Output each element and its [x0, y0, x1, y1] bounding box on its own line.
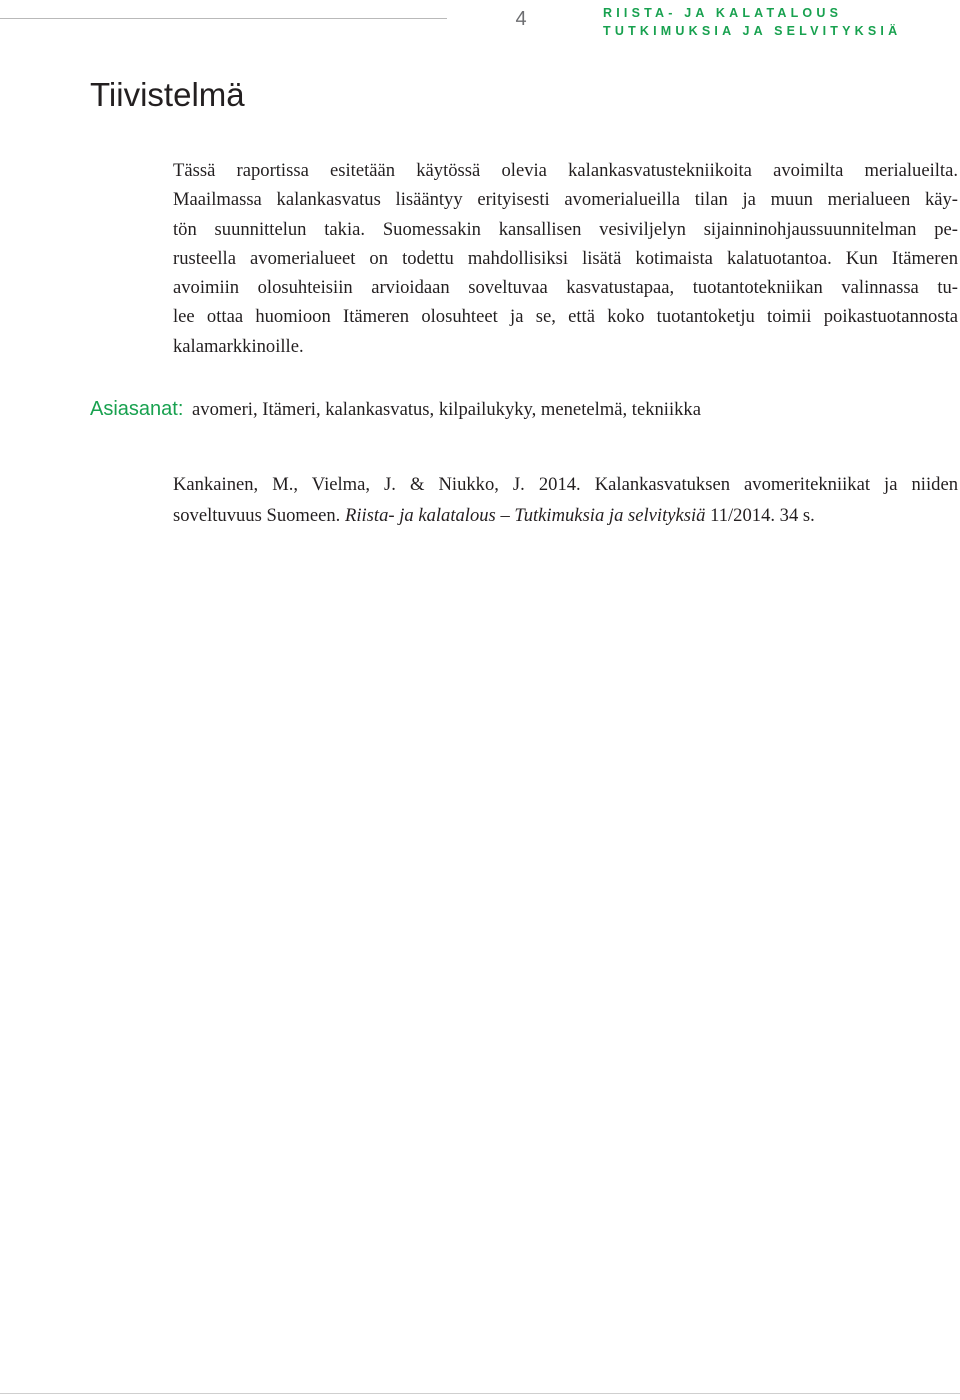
series-title-line-2: TUTKIMUKSIA JA SELVITYKSIÄ: [603, 24, 902, 38]
page-number: 4: [515, 8, 527, 30]
keywords-label: Asiasanat:: [90, 398, 184, 420]
citation-series: Riista- ja kalatalous – Tutkimuksia ja selvityksiä: [344, 505, 706, 526]
abstract-line: lee ottaa huomioon Itämeren olosuhteet ja se, että koko tuotantoketju toimii poikastuotannosta: [173, 306, 958, 328]
abstract: [173, 156, 958, 361]
citation-line-1: Kankainen, M., Vielma, J. & Niukko, J. 2014. Kalankasvatuksen avomeritekniikat ja niiden: [173, 474, 958, 495]
bottom-rule: [0, 1393, 960, 1394]
abstract-line: kalamarkkinoille.: [173, 335, 304, 357]
abstract-line: avoimiin olosuhteisiin arvioidaan soveltuvaa kasvatustapaa, tuotantotekniikan valinnassa tu-: [173, 277, 958, 299]
abstract-line: tön suunnittelun takia. Suomessakin kansallisen vesiviljelyn sijainninohjaussuunnitelman pe-: [173, 218, 958, 240]
citation-authors-tail: soveltuvuus Suomeen.: [173, 505, 345, 526]
page-title: Tiivistelmä: [90, 76, 245, 113]
series-title-line-1: RIISTA- JA KALATALOUS: [603, 6, 843, 20]
header-rule: [0, 18, 447, 19]
abstract-line: rusteella avomerialueet on todettu mahdollisiksi lisätä kotimaista kalatuotantoa. Kun Itämeren: [173, 247, 958, 269]
abstract-line: Tässä raportissa esitetään käytössä olevia kalankasvatustekniikoita avoimilta merialueilta.: [173, 160, 958, 181]
abstract-line: Maailmassa kalankasvatus lisääntyy erityisesti avomerialueilla tilan ja muun merialueen käy-: [173, 189, 958, 211]
citation-line-2: [173, 500, 958, 531]
keywords-text: avomeri, Itämeri, kalankasvatus, kilpailukyky, menetelmä, tekniikka: [192, 399, 701, 420]
citation-issue: 11/2014. 34 s.: [705, 505, 815, 526]
citation: [173, 469, 958, 531]
keywords: [90, 398, 950, 421]
series-title: [603, 4, 943, 40]
